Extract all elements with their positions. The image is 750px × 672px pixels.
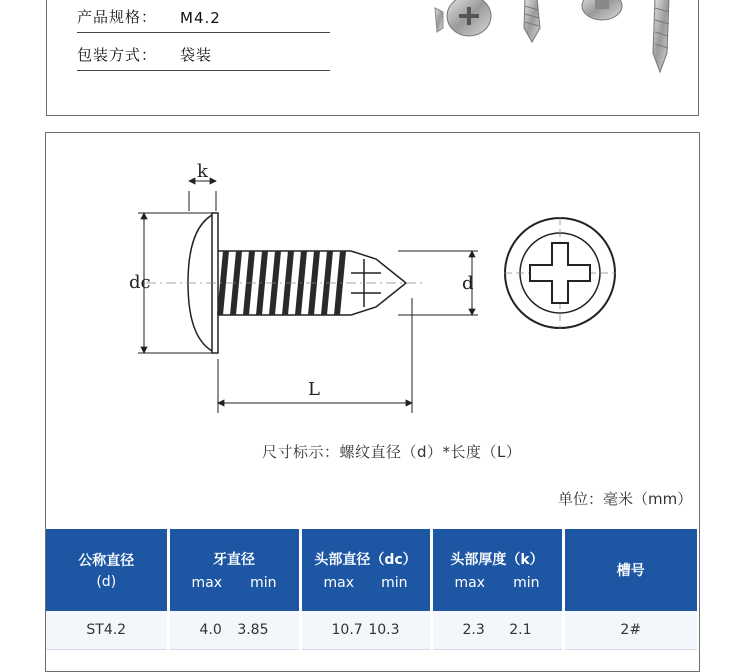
screw-photo [397, 0, 697, 88]
spec-value: 袋装 [180, 46, 213, 64]
label-k: k [197, 161, 208, 182]
cell-thick-max: 2.3 [462, 622, 485, 638]
table-row [46, 611, 697, 650]
spec-label: 产品规格： [77, 8, 158, 26]
header-nominal-diameter [46, 529, 168, 611]
header-min: min [513, 575, 540, 591]
header-title: 头部直径（dc） [314, 552, 417, 568]
cell-thread-max: 4.0 [199, 622, 222, 638]
cell-thread [168, 611, 300, 650]
header-thread-diameter [168, 529, 300, 611]
cell-nominal: ST4.2 [46, 611, 168, 650]
spec-panel [46, 0, 699, 116]
spec-row-packaging [77, 44, 330, 71]
label-L: L [308, 379, 320, 400]
cell-head-max: 10.7 [331, 622, 363, 638]
header-title: 槽号 [616, 563, 645, 579]
technical-drawing [46, 133, 697, 433]
cell-slot: 2# [563, 611, 697, 650]
cell-thickness [431, 611, 563, 650]
spec-label: 包装方式： [77, 46, 158, 64]
header-sub: (d) [96, 574, 117, 590]
header-slot-number [563, 529, 697, 611]
spec-table [46, 529, 697, 650]
header-title: 头部厚度（k） [450, 552, 544, 568]
header-max: max [323, 575, 355, 591]
drill-tip [351, 251, 406, 315]
spec-row-size [77, 6, 330, 33]
unit-label: 单位：毫米（mm） [558, 490, 693, 508]
dimension-caption: 尺寸标示：螺纹直径（d）*长度（L） [262, 443, 522, 461]
cell-head-min: 10.3 [368, 622, 400, 638]
header-head-thickness [431, 529, 563, 611]
cell-thread-min: 3.85 [237, 622, 269, 638]
header-max: max [454, 575, 486, 591]
dimension-panel [45, 132, 700, 672]
header-title: 牙直径 [213, 552, 255, 568]
header-max: max [191, 575, 223, 591]
table-header-row [46, 529, 697, 611]
phillips-cross-recess [530, 243, 590, 303]
spec-value: M4.2 [180, 9, 221, 27]
label-d: d [462, 273, 474, 294]
header-title: 公称直径 [78, 553, 135, 569]
label-dc: dc [129, 272, 151, 293]
header-head-diameter [300, 529, 431, 611]
cell-thick-min: 2.1 [509, 622, 532, 638]
cell-head [300, 611, 431, 650]
header-min: min [250, 575, 277, 591]
header-min: min [381, 575, 408, 591]
